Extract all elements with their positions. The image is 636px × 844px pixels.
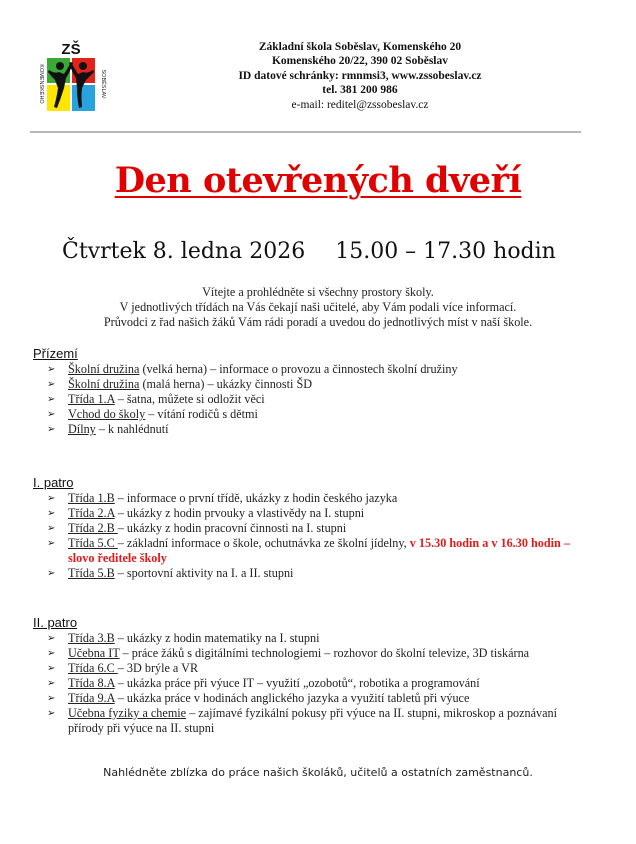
list-item [33,566,593,581]
logo-initials: ZŠ [61,41,81,58]
arrow-bullet-icon: ➢ [47,568,56,579]
room-name: Třída 2.A [68,506,115,520]
list-item [33,646,593,661]
arrow-bullet-icon: ➢ [47,708,56,719]
arrow-bullet-icon: ➢ [47,523,56,534]
section-heading: I. patro [33,475,74,490]
page-title: Den otevřených dveří [114,160,522,201]
list-item [33,491,593,506]
arrow-bullet-icon: ➢ [47,508,56,519]
list-item [33,691,593,706]
room-description: – ukázky z hodin prvouky a vlastivědy na I. stupni [114,506,365,520]
intro-text [0,285,636,329]
arrow-bullet-icon: ➢ [47,538,56,549]
room-name: Dílny [68,422,96,436]
list-item [33,362,593,377]
school-name: Základní škola Soběslav, Komenského 20 [258,41,462,53]
room-description: – vítání rodičů s dětmi [145,407,258,421]
arrow-bullet-icon: ➢ [47,648,56,659]
list-item [33,706,593,736]
section-first-floor [33,475,593,581]
room-name: Školní družina [68,377,140,391]
list-item [33,506,593,521]
intro-line: Vítejte a prohlédněte si všechny prostory školy. [202,285,434,299]
arrow-bullet-icon: ➢ [47,409,56,420]
arrow-bullet-icon: ➢ [47,493,56,504]
event-date-time [62,239,556,264]
list-item [33,521,593,536]
room-description: – informace o první třídě, ukázky z hodin českého jazyka [114,491,398,505]
room-name: Třída 1.B [68,491,115,505]
room-name: Třída 1.A [68,392,115,406]
arrow-bullet-icon: ➢ [47,663,56,674]
list-item [33,377,593,392]
section-heading: Přízemí [33,346,78,361]
arrow-bullet-icon: ➢ [47,394,56,405]
school-address: Komenského 20/22, 390 02 Soběslav [271,55,449,68]
logo-right-text: SOBĚSLAV [100,69,106,99]
event-date: Čtvrtek 8. ledna 2026 [62,239,306,264]
room-list [33,491,593,581]
room-name: Třída 6.C [68,661,118,675]
room-description: – ukázky z hodin matematiky na I. stupni [114,631,320,645]
header-divider [30,131,581,133]
section-ground-floor [33,346,593,437]
room-description: – ukázka práce při výuce IT – využití „ozobotů“, robotika a programování [114,676,480,690]
intro-line: V jednotlivých třídách na Vás čekají naši učitelé, aby Vám podali více informací. [119,299,517,314]
room-description: – k nahlédnutí [95,422,169,436]
list-item [33,631,593,646]
section-second-floor [33,615,593,736]
room-description: – šatna, můžete si odložit věci [114,392,265,406]
room-name: Školní družina [68,362,140,376]
room-name: Třída 3.B [68,631,115,645]
arrow-bullet-icon: ➢ [47,424,56,435]
arrow-bullet-icon: ➢ [47,678,56,689]
list-item [33,676,593,691]
footer-note: Nahlédněte zblízka do práce našich školáků, učitelů a ostatních zaměstnanců. [103,766,533,779]
letterhead [190,40,530,112]
school-logo [33,40,109,115]
intro-line: Průvodci z řad našich žáků Vám rádi poradí a uvedou do jednotlivých míst v naší škole. [103,314,533,329]
list-item [33,422,593,437]
room-name: Učebna IT [68,646,120,660]
room-description: – ukázka práce v hodinách anglického jazyka a využití tabletů při výuce [114,691,470,705]
principal-speech-highlight: v 15.30 hodin a v 16.30 hodin – slovo ředitele školy [68,536,570,565]
room-description: – 3D brýle a VR [117,661,199,675]
room-name: Třída 2.B [68,521,118,535]
room-description: – základní informace o škole, ochutnávka ze školní jídelny, [117,536,410,550]
room-list [33,631,593,736]
arrow-bullet-icon: ➢ [47,693,56,704]
list-item [33,536,593,566]
room-name: Třída 8.A [68,676,115,690]
list-item [33,661,593,676]
room-name: Třída 9.A [68,691,115,705]
logo-left-text: KOMENSKÉHO [38,64,44,104]
list-item [33,407,593,422]
section-heading: II. patro [33,615,78,630]
room-name: Vchod do školy [68,407,146,421]
room-description: (malá herna) – ukázky činnosti ŠD [139,377,313,391]
logo-blue-square [72,85,95,111]
room-name: Učebna fyziky a chemie [68,706,187,720]
room-description: (velká herna) – informace o provozu a činnostech školní družiny [139,362,458,376]
room-list [33,362,593,437]
school-phone: tel. 381 200 986 [322,84,398,97]
arrow-bullet-icon: ➢ [47,379,56,390]
room-name: Třída 5.C [68,536,118,550]
arrow-bullet-icon: ➢ [47,364,56,375]
list-item [33,392,593,407]
event-time: 15.00 – 17.30 hodin [335,239,556,264]
room-description: – sportovní aktivity na I. a II. stupni [114,566,294,580]
room-description: – zajímavé fyzikální pokusy při výuce na II. stupni, mikroskop a poznávaní přírody při výuce na II. stupni [68,706,558,735]
arrow-bullet-icon: ➢ [47,633,56,644]
room-description: – práce žáků s digitálními technologiemi – rozhovor do školní televize, 3D tiskárna [119,646,530,660]
room-name: Třída 5.B [68,566,115,580]
room-description: – ukázky z hodin pracovní činnosti na I. stupni [117,521,347,535]
school-data-box-and-web: ID datové schránky: rmnmsi3, www.zssobeslav.cz [238,69,482,82]
school-email: e-mail: reditel@zssobeslav.cz [291,98,429,111]
